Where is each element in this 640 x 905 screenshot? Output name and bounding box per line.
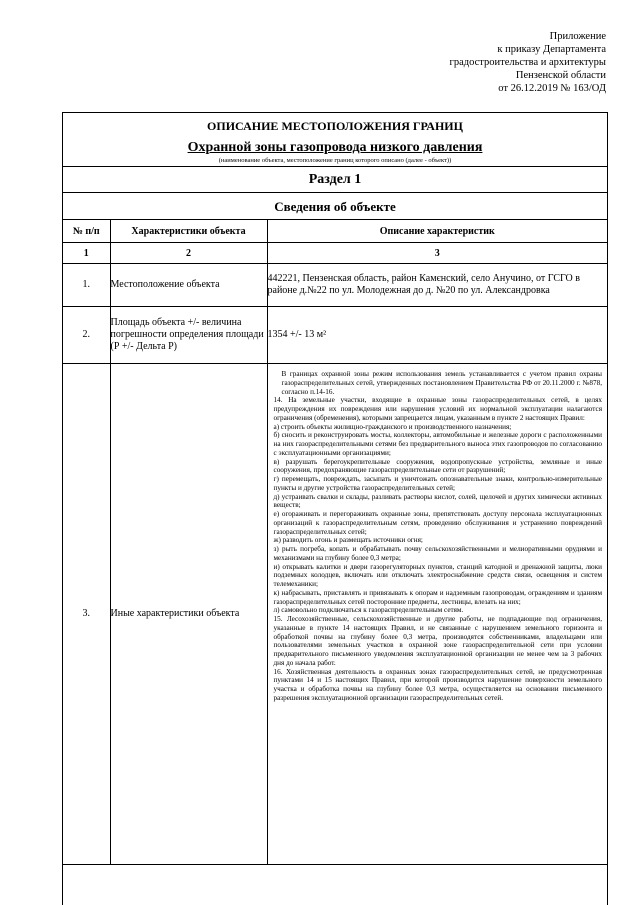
approval-line: Пензенской области (515, 70, 606, 81)
table-row (63, 307, 607, 364)
object-name: Охранной зоны газопровода низкого давления (187, 140, 483, 155)
row-number: 1. (63, 264, 110, 307)
paragraph: а) строить объекты жилищно-гражданского и производственного назначения; (273, 422, 512, 431)
table-header-row (63, 220, 607, 243)
paragraph: з) рыть погреба, копать и обрабатывать почву сельскохозяйственными и мелиоративными орудиями и механизмами на глубину более 0,3 метра; (273, 545, 602, 562)
approval-line: к приказу Департамента (497, 44, 606, 55)
document-frame (62, 112, 608, 905)
row-number: 2. (63, 307, 110, 364)
restrictions-text (268, 364, 608, 705)
paragraph: ж) разводить огонь и размещать источники огня; (273, 536, 423, 545)
header-number: № п/п (63, 220, 110, 243)
row-number: 3. (63, 364, 110, 865)
paragraph: 15. Лесохозяйственные, сельскохозяйственные и другие работы, не подпадающие под ограничения, указанные в пункте 14 настоящих Правил, и не связанные с нарушением земельного горизонта и обработкой почвы на глубину более 0,3 метра, производятся собственниками, владельцами или пользователями земельных участков в охранной зоне газораспределительной сети при условии предварительного письменного уведомления эксплуатационной организации не менее чем за 3 рабочих дня до начала работ. (273, 615, 602, 667)
paragraph: В границах охранной зоны режим использования земель устанавливается с учетом правил охраны газораспределительных сетей, утвержденных постановлением Правительства РФ от 20.11.2000 г. №878, согласно п.14-16. (281, 370, 602, 396)
object-name-note: (наименование объекта, местоположение границ которого описано (далее - объект)) (218, 157, 452, 164)
approval-line: от 26.12.2019 № 163/ОД (498, 83, 606, 94)
header-description: Описание характеристик (267, 220, 607, 243)
column-number: 1 (63, 243, 110, 264)
row-label: Местоположение объекта (110, 264, 267, 307)
paragraph: л) самовольно подключаться к газораспределительным сетям. (273, 606, 464, 615)
document-title: ОПИСАНИЕ МЕСТОПОЛОЖЕНИЯ ГРАНИЦ (207, 119, 463, 133)
paragraph: д) устраивать свалки и склады, разливать растворы кислот, солей, щелочей и других химически активных веществ; (273, 492, 602, 510)
column-number-row (63, 243, 607, 264)
paragraph: 16. Хозяйственная деятельность в охранных зонах газораспределительных сетей, не предусмотренная пунктами 14 и 15 настоящих Правил, при которой производится нарушение поверхности земельного участка и обработка почвы на глубину более 0,3 метра, осуществляется на основании письменного разрешения эксплуатационной организации газораспределительных сетей. (273, 667, 602, 702)
approval-stamp (450, 30, 606, 95)
section-title: Раздел 1 (63, 167, 607, 193)
paragraph: г) перемещать, повреждать, засыпать и уничтожать опознавательные знаки, контрольно-измерительные пункты и другие устройства газораспределительных сетей; (273, 475, 602, 492)
row-value: 1354 +/- 13 м² (267, 307, 607, 364)
object-table (63, 220, 607, 865)
row-value: 442221, Пензенская область, район Камєнский, село Анучино, от ГСГО в районе д.№22 по ул. Молодежная до д. №20 по ул. Александровка (267, 264, 607, 307)
row-label: Иные характеристики объекта (110, 364, 267, 865)
approval-line: Приложение (549, 31, 606, 42)
table-row (63, 264, 607, 307)
section-subtitle: Сведения об объекте (63, 193, 607, 220)
approval-line: градостроительства и архитектуры (449, 57, 606, 68)
row-label: Площадь объекта +/- величина погрешности определения площади (Р +/- Дельта Р) (110, 307, 267, 364)
paragraph: к) набрасывать, приставлять и привязывать к опорам и надземным газопроводам, ограждениям и зданиям газораспределительных сетей посторонние предметы, лестницы, влезать на них; (273, 588, 602, 606)
table-row (63, 364, 607, 865)
column-number: 3 (267, 243, 607, 264)
paragraph: 14. На земельные участки, входящие в охранные зоны газораспределительных сетей, в целях предупреждения их повреждения или нарушения условий их нормальной эксплуатации налагаются ограничения (обременения), которыми запрещается лицам, указанным в пункте 2 настоящих Правил: (273, 396, 602, 422)
row-value (267, 364, 607, 865)
paragraph: и) открывать калитки и двери газорегуляторных пунктов, станций катодной и дренажной защиты, люки подземных колодцев, включать или отключать электроснабжение средств связи, освещения и систем телемеханики; (273, 562, 602, 588)
title-block (63, 113, 607, 167)
column-number: 2 (110, 243, 267, 264)
paragraph: в) разрушать берегоукрепительные сооружения, водопропускные устройства, земляные и иные сооружения, предохраняющие газораспределительные сети от разрушений; (273, 457, 602, 475)
header-characteristic: Характеристики объекта (110, 220, 267, 243)
paragraph: е) огораживать и перегораживать охранные зоны, препятствовать доступу персонала эксплуатационных организаций к газораспределительным сетям, проведению обслуживания и устранению повреждений газораспределительных сетей; (273, 510, 602, 536)
paragraph: б) сносить и реконструировать мосты, коллекторы, автомобильные и железные дороги с расположенными на них газораспределительными сетями без предварительного выноса этих газопроводов по согласованию с эксплуатационными организациями; (273, 431, 602, 457)
